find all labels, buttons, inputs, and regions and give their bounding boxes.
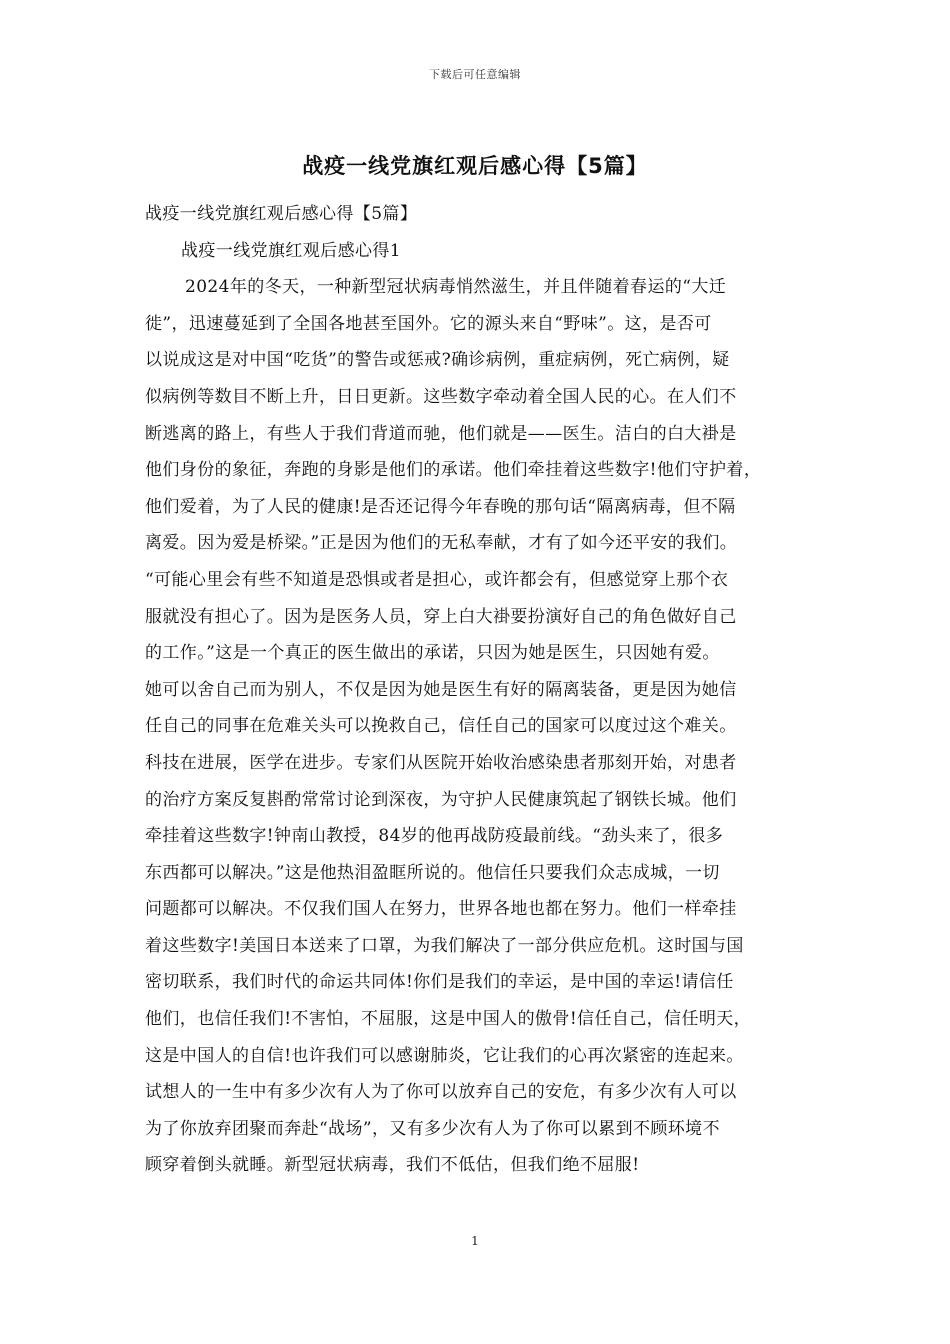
paragraph-line: 试想人的一生中有多少次有人为了你可以放弃自己的安危，有多少次有人可以: [145, 1082, 737, 1103]
paragraph-line: 他们爱着，为了人民的健康!是否还记得今年春晚的那句话“隔离病毒，但不隔: [145, 496, 736, 517]
paragraph-line: 以说成这是对中国“吃货”的警告或惩戒?确诊病例，重症病例，死亡病例，疑: [145, 350, 730, 371]
paragraph-line: 他们，也信任我们!不害怕，不屈服，这是中国人的傲骨!信任自己，信任明天，: [145, 1009, 752, 1030]
document-body: [145, 196, 815, 1184]
paragraph-line: 断逃离的路上，有些人于我们背道而驰，他们就是——医生。洁白的白大褂是: [145, 423, 737, 444]
paragraph-line: “可能心里会有些不知道是恐惧或者是担心，或许都会有，但感觉穿上那个衣: [145, 569, 729, 590]
paragraph-line: 问题都可以解决。不仅我们国人在努力，世界各地也都在努力。他们一样牵挂: [145, 899, 737, 920]
paragraph-line: 似病例等数目不断上升，日日更新。这些数字牵动着全国人民的心。在人们不: [145, 386, 737, 407]
paragraph-line: 牵挂着这些数字!钟南山教授，84岁的他再战防疫最前线。“劲头来了，很多: [145, 826, 724, 847]
paragraph-line: 密切联系，我们时代的命运共同体!你们是我们的幸运，是中国的幸运!请信任: [145, 972, 734, 993]
document-title: 战疫一线党旗红观后感心得【5篇】: [302, 154, 648, 178]
paragraph-line: 东西都可以解决。”这是他热泪盈眶所说的。他信任只要我们众志成城，一切: [145, 862, 720, 883]
paragraph-line: 服就没有担心了。因为是医务人员，穿上白大褂要扮演好自己的角色做好自己: [145, 606, 737, 627]
paragraph-line: 的工作。”这是一个真正的医生做出的承诺，只因为她是医生，只因她有爱。: [145, 643, 720, 664]
paragraph-line: 着这些数字!美国日本送来了口罩，为我们解决了一部分供应危机。这时国与国: [145, 935, 744, 956]
paragraph-line: 的治疗方案反复斟酌常常讨论到深夜，为守护人民健康筑起了钢铁长城。他们: [145, 789, 737, 810]
page-number: 1: [471, 1234, 479, 1248]
paragraph-line: 2024年的冬天，一种新型冠状病毒悄然滋生，并且伴随着春运的“大迁: [185, 277, 727, 298]
paragraph-line: 任自己的同事在危难关头可以挽救自己，信任自己的国家可以度过这个难关。: [145, 716, 737, 737]
paragraph-line: 他们身份的象征，奔跑的身影是他们的承诺。他们牵挂着这些数字!他们守护着，: [145, 460, 762, 481]
page-header: 下载后可任意编辑: [429, 68, 521, 81]
section-heading: 战疫一线党旗红观后感心得1: [181, 240, 402, 261]
paragraph-line: 徙”，迅速蔓延到了全国各地甚至国外。它的源头来自“野味”。这，是否可: [145, 313, 712, 334]
paragraph-line: 离爱。因为爱是桥梁。”正是因为他们的无私奉献，才有了如今还平安的我们。: [145, 533, 738, 554]
paragraph-line: 为了你放弃团聚而奔赴“战场”，又有多少次有人为了你可以累到不顾环境不: [145, 1118, 720, 1139]
subtitle-line: 战疫一线党旗红观后感心得【5篇】: [145, 204, 418, 224]
paragraph-line: 她可以舍自己而为别人，不仅是因为她是医生有好的隔离装备，更是因为她信: [145, 679, 737, 700]
paragraph-line: 这是中国人的自信!也许我们可以感谢肺炎，它让我们的心再次紧密的连起来。: [145, 1045, 744, 1066]
paragraph-line: 科技在进展，医学在进步。专家们从医院开始收治感染患者那刻开始，对患者: [145, 752, 737, 773]
paragraph-line: 顾穿着倒头就睡。新型冠状病毒，我们不低估，但我们绝不屈服!: [145, 1155, 640, 1176]
